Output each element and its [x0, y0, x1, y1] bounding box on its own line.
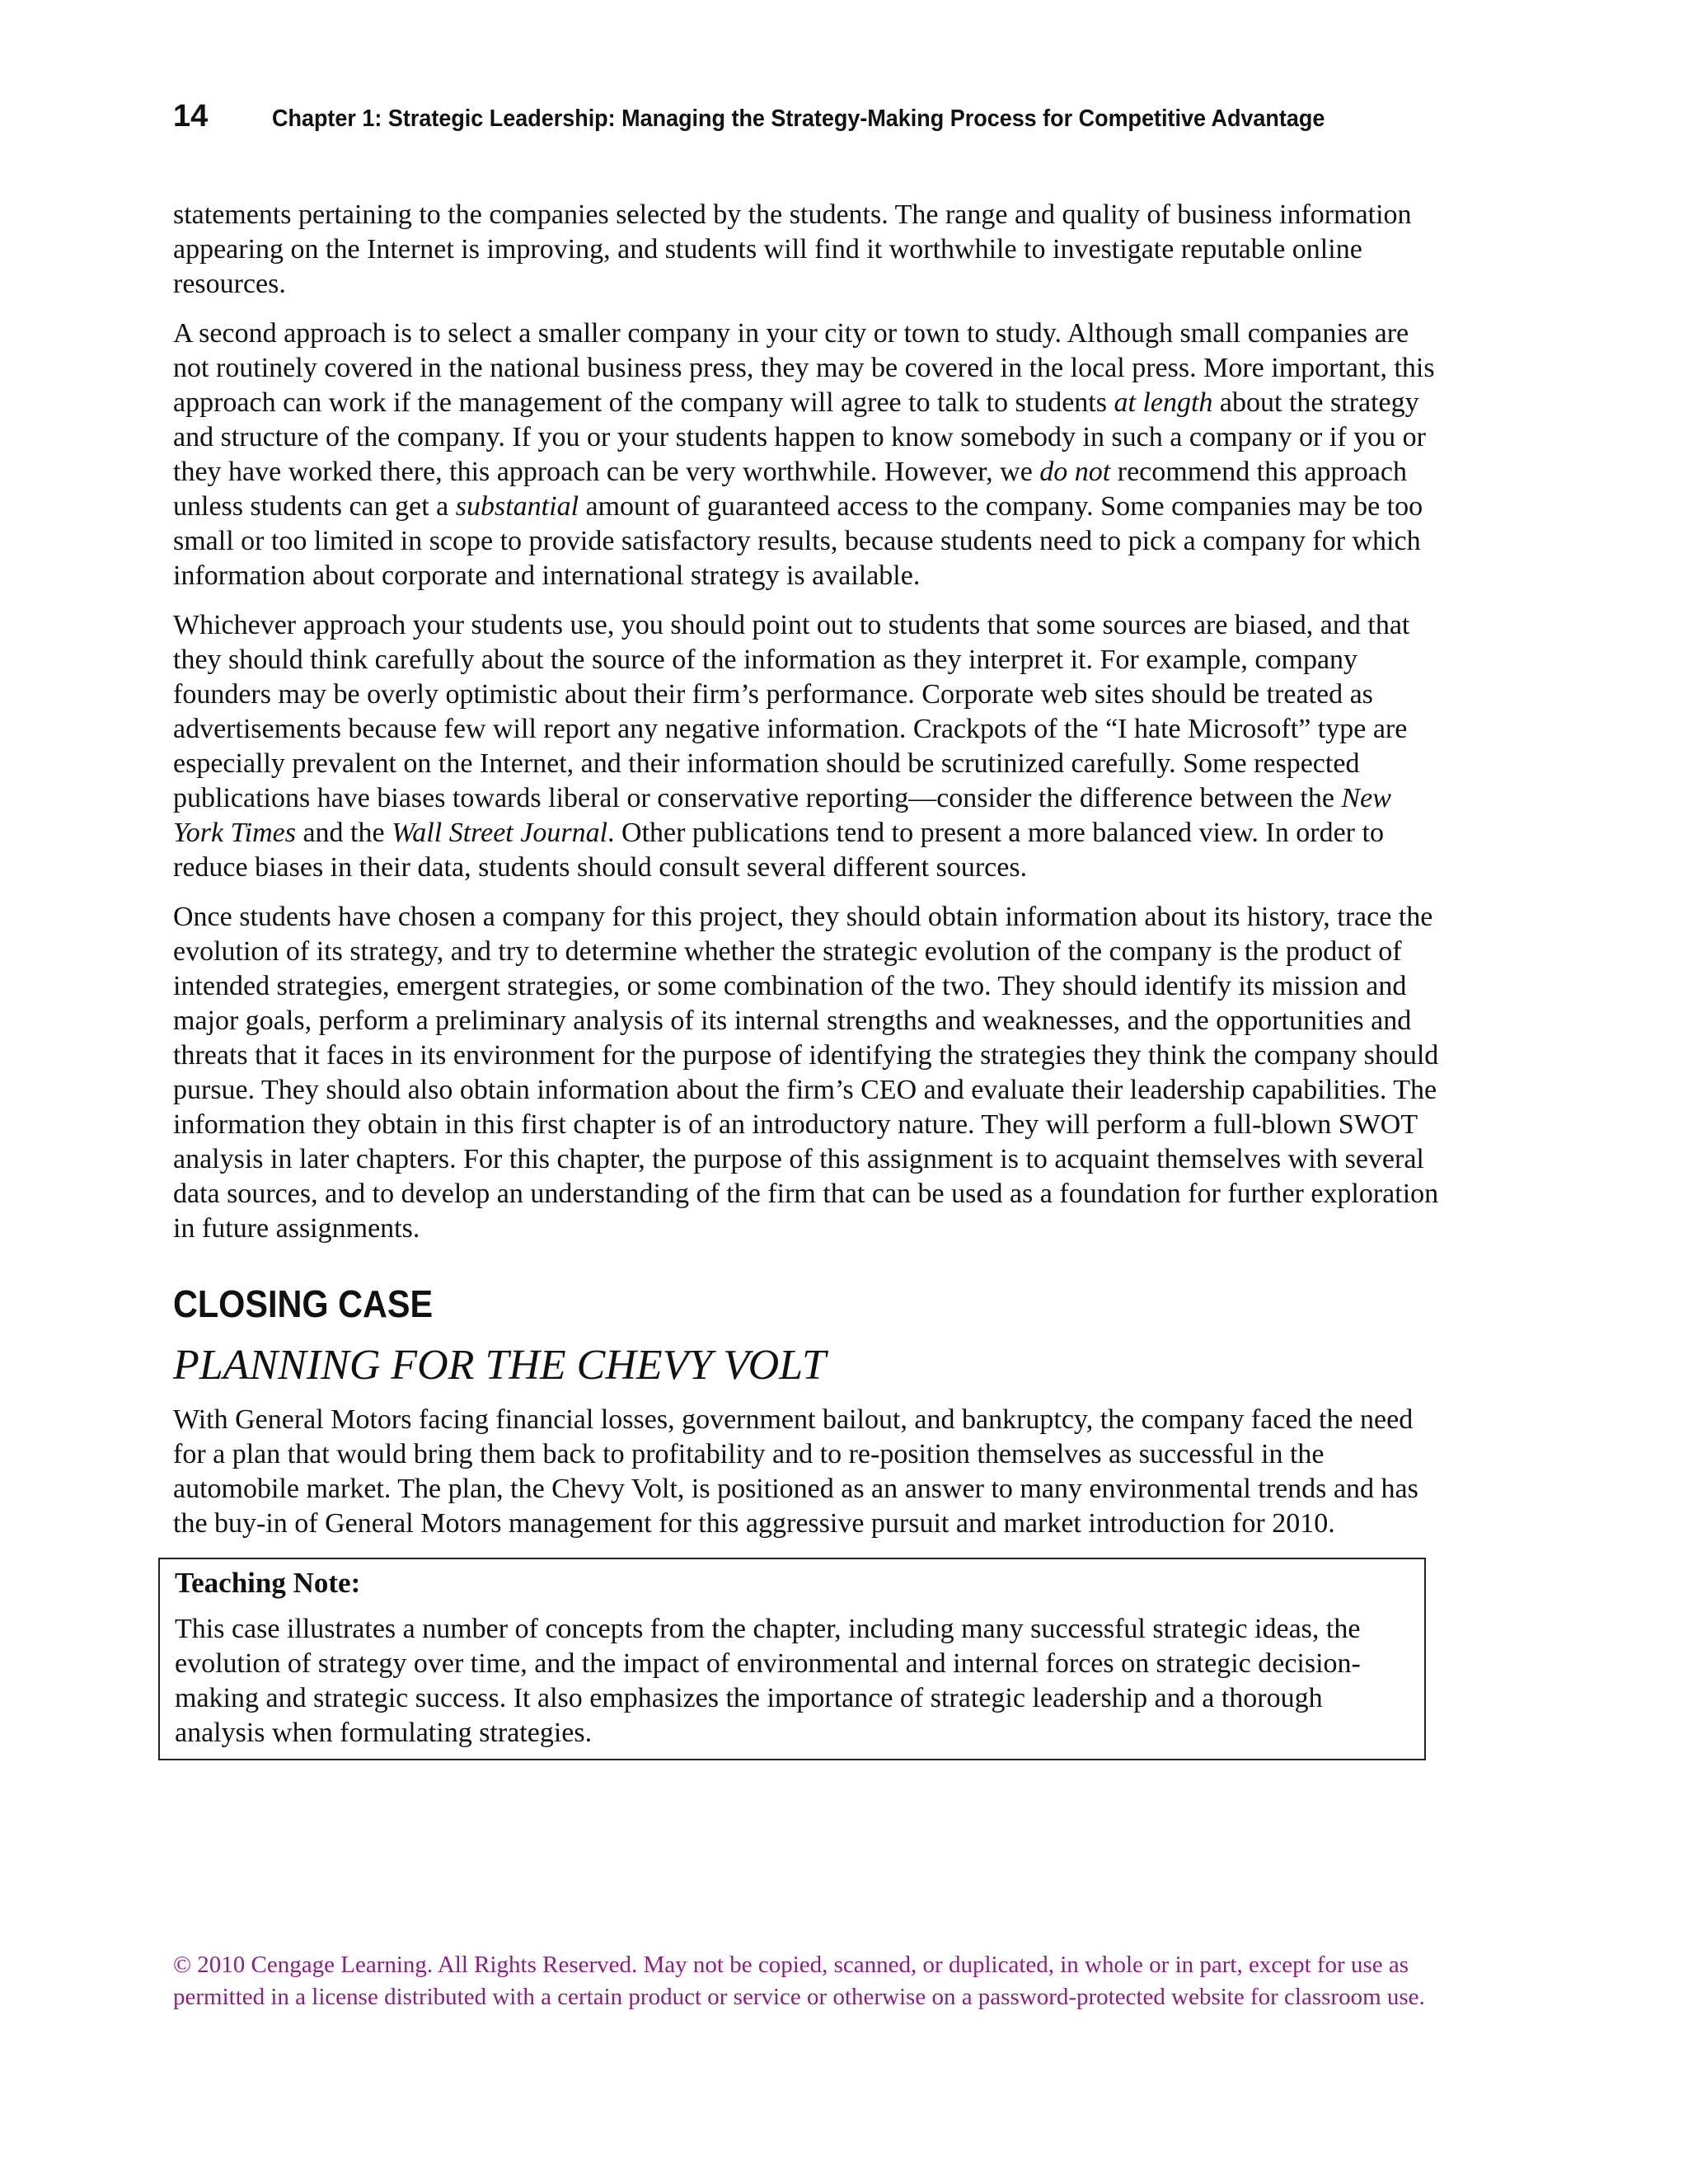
page-body: [173, 198, 1442, 1760]
paragraph-2-text-b: about the strategy and structure of the company. If you or your students happen to know somebody in such a company or if you or they have worked there, this approach can be very worthwhile. However, we: [173, 387, 1426, 487]
paragraph-1: statements pertaining to the companies selected by the students. The range and quality of business information appearing on the Internet is improving, and students will find it worthwhile to investigate reputable online resources.: [173, 199, 1412, 299]
paragraph-3-text-c: . Other publications tend to present a more balanced view. In order to reduce biases in their data, students should consult several different sources.: [173, 818, 1384, 883]
case-intro: With General Motors facing financial losses, government bailout, and bankruptcy, the company faced the need for a plan that would bring them back to profitability and to re-position themselves as successful in the automobile market. The plan, the Chevy Volt, is positioned as an answer to many environmental trends and has the buy-in of General Motors management for this aggressive pursuit and market introduction for 2010.: [173, 1404, 1418, 1539]
chapter-title: Chapter 1: Strategic Leadership: Managing the Strategy-Making Process for Competitive Advantage: [272, 105, 1325, 132]
paragraph-2-emphasis-3: substantial: [455, 491, 579, 522]
paragraph-2-text-d: amount of guaranteed access to the company. Some companies may be too small or too limited in scope to provide satisfactory results, because students need to pick a company for which information about corporate and international strategy is available.: [173, 491, 1423, 591]
paragraph-2-emphasis-1: at length: [1114, 387, 1213, 418]
paragraph-2: [173, 316, 1442, 593]
case-title: PLANNING FOR THE CHEVY VOLT: [173, 1342, 826, 1389]
paragraph-2-text-a: A second approach is to select a smaller company in your city or town to study. Although small companies are not routinely covered in the national business press, they may be covered in the local press. More important, this approach can work if the management of the company will agree to talk to students: [173, 318, 1435, 418]
paragraph-3-text-b: and the: [295, 818, 392, 848]
teaching-note-text: This case illustrates a number of concepts from the chapter, including many successful strategic ideas, the evolution of strategy over time, and the impact of environmental and internal forces on strategic decision-making and strategic success. It also emphasizes the importance of strategic leadership and a thorough analysis when formulating strategies.: [175, 1614, 1361, 1748]
paragraph-3: [173, 608, 1442, 885]
copyright-footer: © 2010 Cengage Learning. All Rights Reserved. May not be copied, scanned, or duplicated, in whole or in part, except for use as permitted in a license distributed with a certain product or service or otherwise on a password-protected website for classroom use.: [173, 1952, 1425, 2010]
paragraph-2-emphasis-2: do not: [1039, 457, 1111, 487]
paragraph-3-text-a: Whichever approach your students use, you should point out to students that some sources are biased, and that they should think carefully about the source of the information as they interpret it. For example, company founders may be overly optimistic about their firm’s performance. Corporate web sites should be treated as advertisements because few will report any negative information. Crackpots of the “I hate Microsoft” type are especially prevalent on the Internet, and their information should be scrutinized carefully. Some respected publications have biases towards liberal or conservative reporting—consider the difference between the: [173, 610, 1410, 813]
paragraph-3-emphasis-1: New York Times: [173, 783, 1391, 848]
teaching-note-box: [158, 1558, 1426, 1760]
paragraph-4: Once students have chosen a company for this project, they should obtain information about its history, trace the evolution of its strategy, and try to determine whether the strategic evolution of the company is the product of intended strategies, emergent strategies, or some combination of the two. They should identify its mission and major goals, perform a preliminary analysis of its internal strengths and weaknesses, and the opportunities and threats that it faces in its environment for the purpose of identifying the strategies they think the company should pursue. They should also obtain information about the firm’s CEO and evaluate their leadership capabilities. The information they obtain in this first chapter is of an introductory nature. They will perform a full-blown SWOT analysis in later chapters. For this chapter, the purpose of this assignment is to acquaint themselves with several data sources, and to develop an understanding of the firm that can be used as a foundation for further exploration in future assignments.: [173, 902, 1439, 1244]
paragraph-3-emphasis-2: Wall Street Journal: [392, 818, 608, 848]
page-header: [173, 99, 1459, 148]
closing-case-heading: CLOSING CASE: [173, 1282, 434, 1325]
paragraph-2-text-c: recommend this approach unless students can get a: [173, 457, 1407, 522]
teaching-note-label: Teaching Note:: [175, 1567, 361, 1599]
page-number: 14: [173, 99, 209, 134]
